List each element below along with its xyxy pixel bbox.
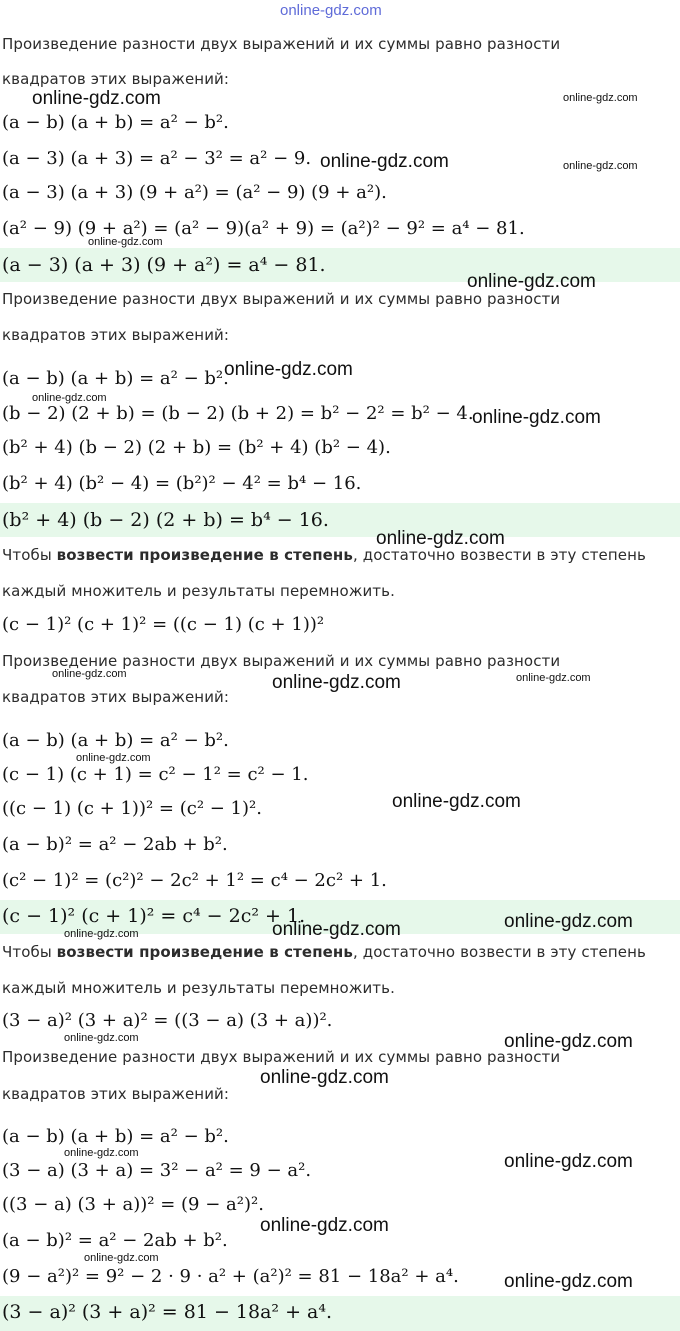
watermark: online-gdz.com [563,92,638,104]
watermark: online-gdz.com [504,1151,633,1172]
watermark: online-gdz.com [84,1252,159,1264]
answer-formula: (3 − a)² (3 + a)² = 81 − 18a² + a⁴. [2,1301,333,1323]
watermark: online-gdz.com [76,752,151,764]
watermark: online-gdz.com [260,1067,389,1088]
watermark: online-gdz.com [64,928,139,940]
power-rule-line1: Чтобы возвести произведение в степень, достаточно возвести в эту степень [2,943,646,961]
formula-line: (a − b)² = a² − 2ab + b². [2,1230,228,1251]
formula-line: (b − 2) (2 + b) = (b − 2) (b + 2) = b² − 2² = b² − 4. [2,403,474,424]
formula-line: (a − b) (a + b) = a² − b². [2,368,229,389]
rule-text-line1: Произведение разности двух выражений и их суммы равно разности [2,1048,561,1066]
watermark: online-gdz.com [504,911,633,932]
rule-text-line2: квадратов этих выражений: [2,70,230,88]
watermark: online-gdz.com [64,1032,139,1044]
power-rule-line1: Чтобы возвести произведение в степень, достаточно возвести в эту степень [2,546,646,564]
rule-text-line2: квадратов этих выражений: [2,1085,230,1103]
formula-line: ((c − 1) (c + 1))² = (c² − 1)². [2,798,262,819]
rule-text-line1: Произведение разности двух выражений и их суммы равно разности [2,652,561,670]
watermark: online-gdz.com [224,359,353,380]
watermark: online-gdz.com [504,1271,633,1292]
power-rule-line2: каждый множитель и результаты перемножить. [2,582,395,600]
watermark: online-gdz.com [563,160,638,172]
formula-line: (a² − 9) (9 + a²) = (a² − 9)(a² + 9) = (a²)² − 9² = a⁴ − 81. [2,218,525,239]
formula-line: (a − b) (a + b) = a² − b². [2,730,229,751]
watermark: online-gdz.com [392,791,521,812]
watermark: online-gdz.com [376,528,505,549]
answer-formula: (c − 1)² (c + 1)² = c⁴ − 2c² + 1. [2,905,306,927]
rule-text-line1: Произведение разности двух выражений и их суммы равно разности [2,290,561,308]
formula-line: (c − 1) (c + 1) = c² − 1² = c² − 1. [2,764,309,785]
watermark-top: online-gdz.com [280,2,382,19]
watermark: online-gdz.com [504,1031,633,1052]
watermark: online-gdz.com [272,672,401,693]
watermark: online-gdz.com [32,88,161,109]
rule-text-line2: квадратов этих выражений: [2,688,230,706]
formula-line: (a − b) (a + b) = a² − b². [2,1126,229,1147]
watermark: online-gdz.com [52,668,127,680]
rule-text-line1: Произведение разности двух выражений и их суммы равно разности [2,35,561,53]
watermark: online-gdz.com [272,919,401,940]
answer-formula: (b² + 4) (b − 2) (2 + b) = b⁴ − 16. [2,509,329,531]
formula-line: (c − 1)² (c + 1)² = ((c − 1) (c + 1))² [2,614,325,635]
formula-line: (a − b)² = a² − 2ab + b². [2,834,228,855]
watermark: online-gdz.com [260,1215,389,1236]
power-rule-line2: каждый множитель и результаты перемножить. [2,979,395,997]
watermark: online-gdz.com [64,1147,139,1159]
answer-highlight [0,1296,680,1331]
formula-line: (3 − a)² (3 + a)² = ((3 − a) (3 + a))². [2,1010,333,1031]
answer-highlight [0,248,680,282]
formula-line: (b² + 4) (b² − 4) = (b²)² − 4² = b⁴ − 16. [2,473,362,494]
answer-highlight [0,503,680,537]
watermark: online-gdz.com [467,271,596,292]
rule-text-line2: квадратов этих выражений: [2,326,230,344]
watermark: online-gdz.com [516,672,591,684]
watermark: online-gdz.com [320,151,449,172]
formula-line: (b² + 4) (b − 2) (2 + b) = (b² + 4) (b² − 4). [2,437,391,458]
formula-line: (9 − a²)² = 9² − 2 · 9 · a² + (a²)² = 81 − 18a² + a⁴. [2,1266,459,1287]
formula-line: ((3 − a) (3 + a))² = (9 − a²)². [2,1194,264,1215]
formula-line: (3 − a) (3 + a) = 3² − a² = 9 − a². [2,1160,312,1181]
answer-highlight [0,900,680,934]
formula-line: (a − b) (a + b) = a² − b². [2,112,229,133]
formula-line: (a − 3) (a + 3) = a² − 3² = a² − 9. [2,148,312,169]
watermark: online-gdz.com [472,407,601,428]
answer-formula: (a − 3) (a + 3) (9 + a²) = a⁴ − 81. [2,254,326,276]
formula-line: (a − 3) (a + 3) (9 + a²) = (a² − 9) (9 + a²). [2,182,387,203]
formula-line: (c² − 1)² = (c²)² − 2c² + 1² = c⁴ − 2c² + 1. [2,870,387,891]
watermark: online-gdz.com [88,236,163,248]
watermark: online-gdz.com [32,392,107,404]
